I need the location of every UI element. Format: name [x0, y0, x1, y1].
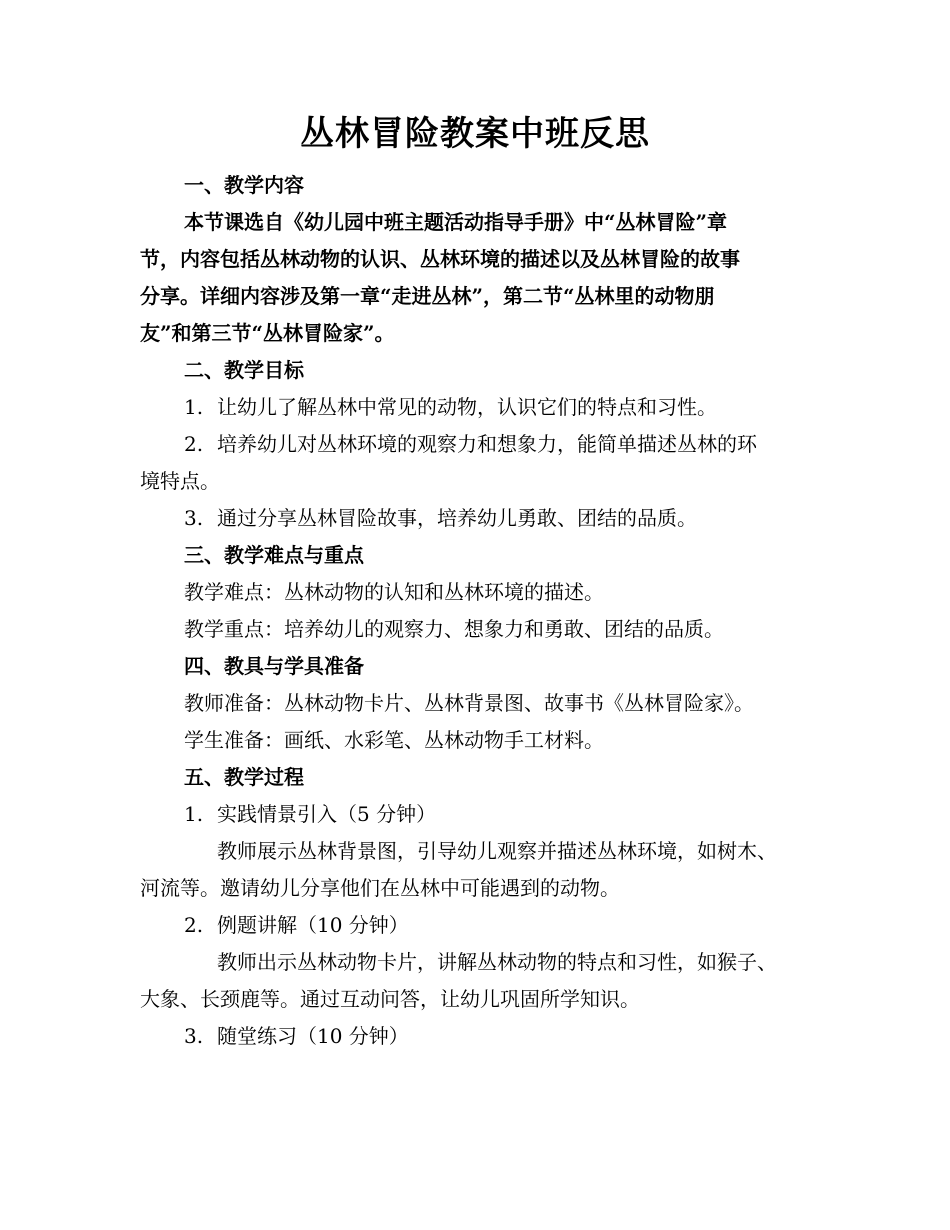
step-heading [184, 796, 820, 833]
section-heading-1: 一、教学内容 [184, 173, 304, 197]
paragraph-line: 教学重点：培养幼儿的观察力、想象力和勇敢、团结的品质。 [184, 617, 724, 641]
paragraph-line: 分享。详细内容涉及第一章“走进丛林”，第二节“丛林里的动物朋 [140, 284, 715, 308]
paragraph-line: 教师展示丛林背景图，引导幼儿观察并描述丛林环境，如树木、 [217, 839, 777, 863]
list-item-text: 让幼儿了解丛林中常见的动物，认识它们的特点和习性。 [217, 395, 717, 419]
paragraph-line: 友”和第三节“丛林冒险家”。 [140, 321, 395, 345]
paragraph-line: 学生准备：画纸、水彩笔、丛林动物手工材料。 [184, 728, 604, 752]
list-item-number: 3. [184, 506, 204, 530]
paragraph-line: 教学难点：丛林动物的认知和丛林环境的描述。 [184, 580, 604, 604]
list-item [184, 426, 820, 463]
list-item-text: 通过分享丛林冒险故事，培养幼儿勇敢、团结的品质。 [217, 506, 697, 530]
step-label: 实践情景引入（5 分钟） [217, 802, 437, 826]
section-heading-3: 三、教学难点与重点 [184, 543, 364, 567]
list-item-number: 1. [184, 395, 204, 419]
step-number: 3. [184, 1024, 204, 1048]
paragraph-line: 河流等。邀请幼儿分享他们在丛林中可能遇到的动物。 [140, 876, 620, 900]
list-item [184, 500, 820, 537]
paragraph-line: 节，内容包括丛林动物的认识、丛林环境的描述以及丛林冒险的故事 [140, 247, 740, 271]
step-label: 例题讲解（10 分钟） [217, 913, 409, 937]
list-item-text: 培养幼儿对丛林环境的观察力和想象力，能简单描述丛林的环 [217, 432, 757, 456]
step-heading [184, 1018, 820, 1055]
paragraph-line: 教师出示丛林动物卡片，讲解丛林动物的特点和习性，如猴子、 [217, 950, 777, 974]
paragraph-line: 本节课选自《幼儿园中班主题活动指导手册》中“丛林冒险”章 [184, 210, 728, 234]
section-heading-2: 二、教学目标 [184, 358, 304, 382]
step-number: 1. [184, 802, 204, 826]
section-heading-4: 四、教具与学具准备 [184, 654, 364, 678]
list-item [184, 389, 820, 426]
list-item-number: 2. [184, 432, 204, 456]
document-title: 丛林冒险教案中班反思 [300, 114, 650, 154]
step-heading [184, 907, 820, 944]
step-number: 2. [184, 913, 204, 937]
paragraph-line: 教师准备：丛林动物卡片、丛林背景图、故事书《丛林冒险家》。 [184, 691, 754, 715]
paragraph-line: 大象、长颈鹿等。通过互动问答，让幼儿巩固所学知识。 [140, 987, 640, 1011]
step-label: 随堂练习（10 分钟） [217, 1024, 409, 1048]
list-item-continuation: 境特点。 [140, 469, 220, 493]
section-heading-5: 五、教学过程 [184, 765, 304, 789]
